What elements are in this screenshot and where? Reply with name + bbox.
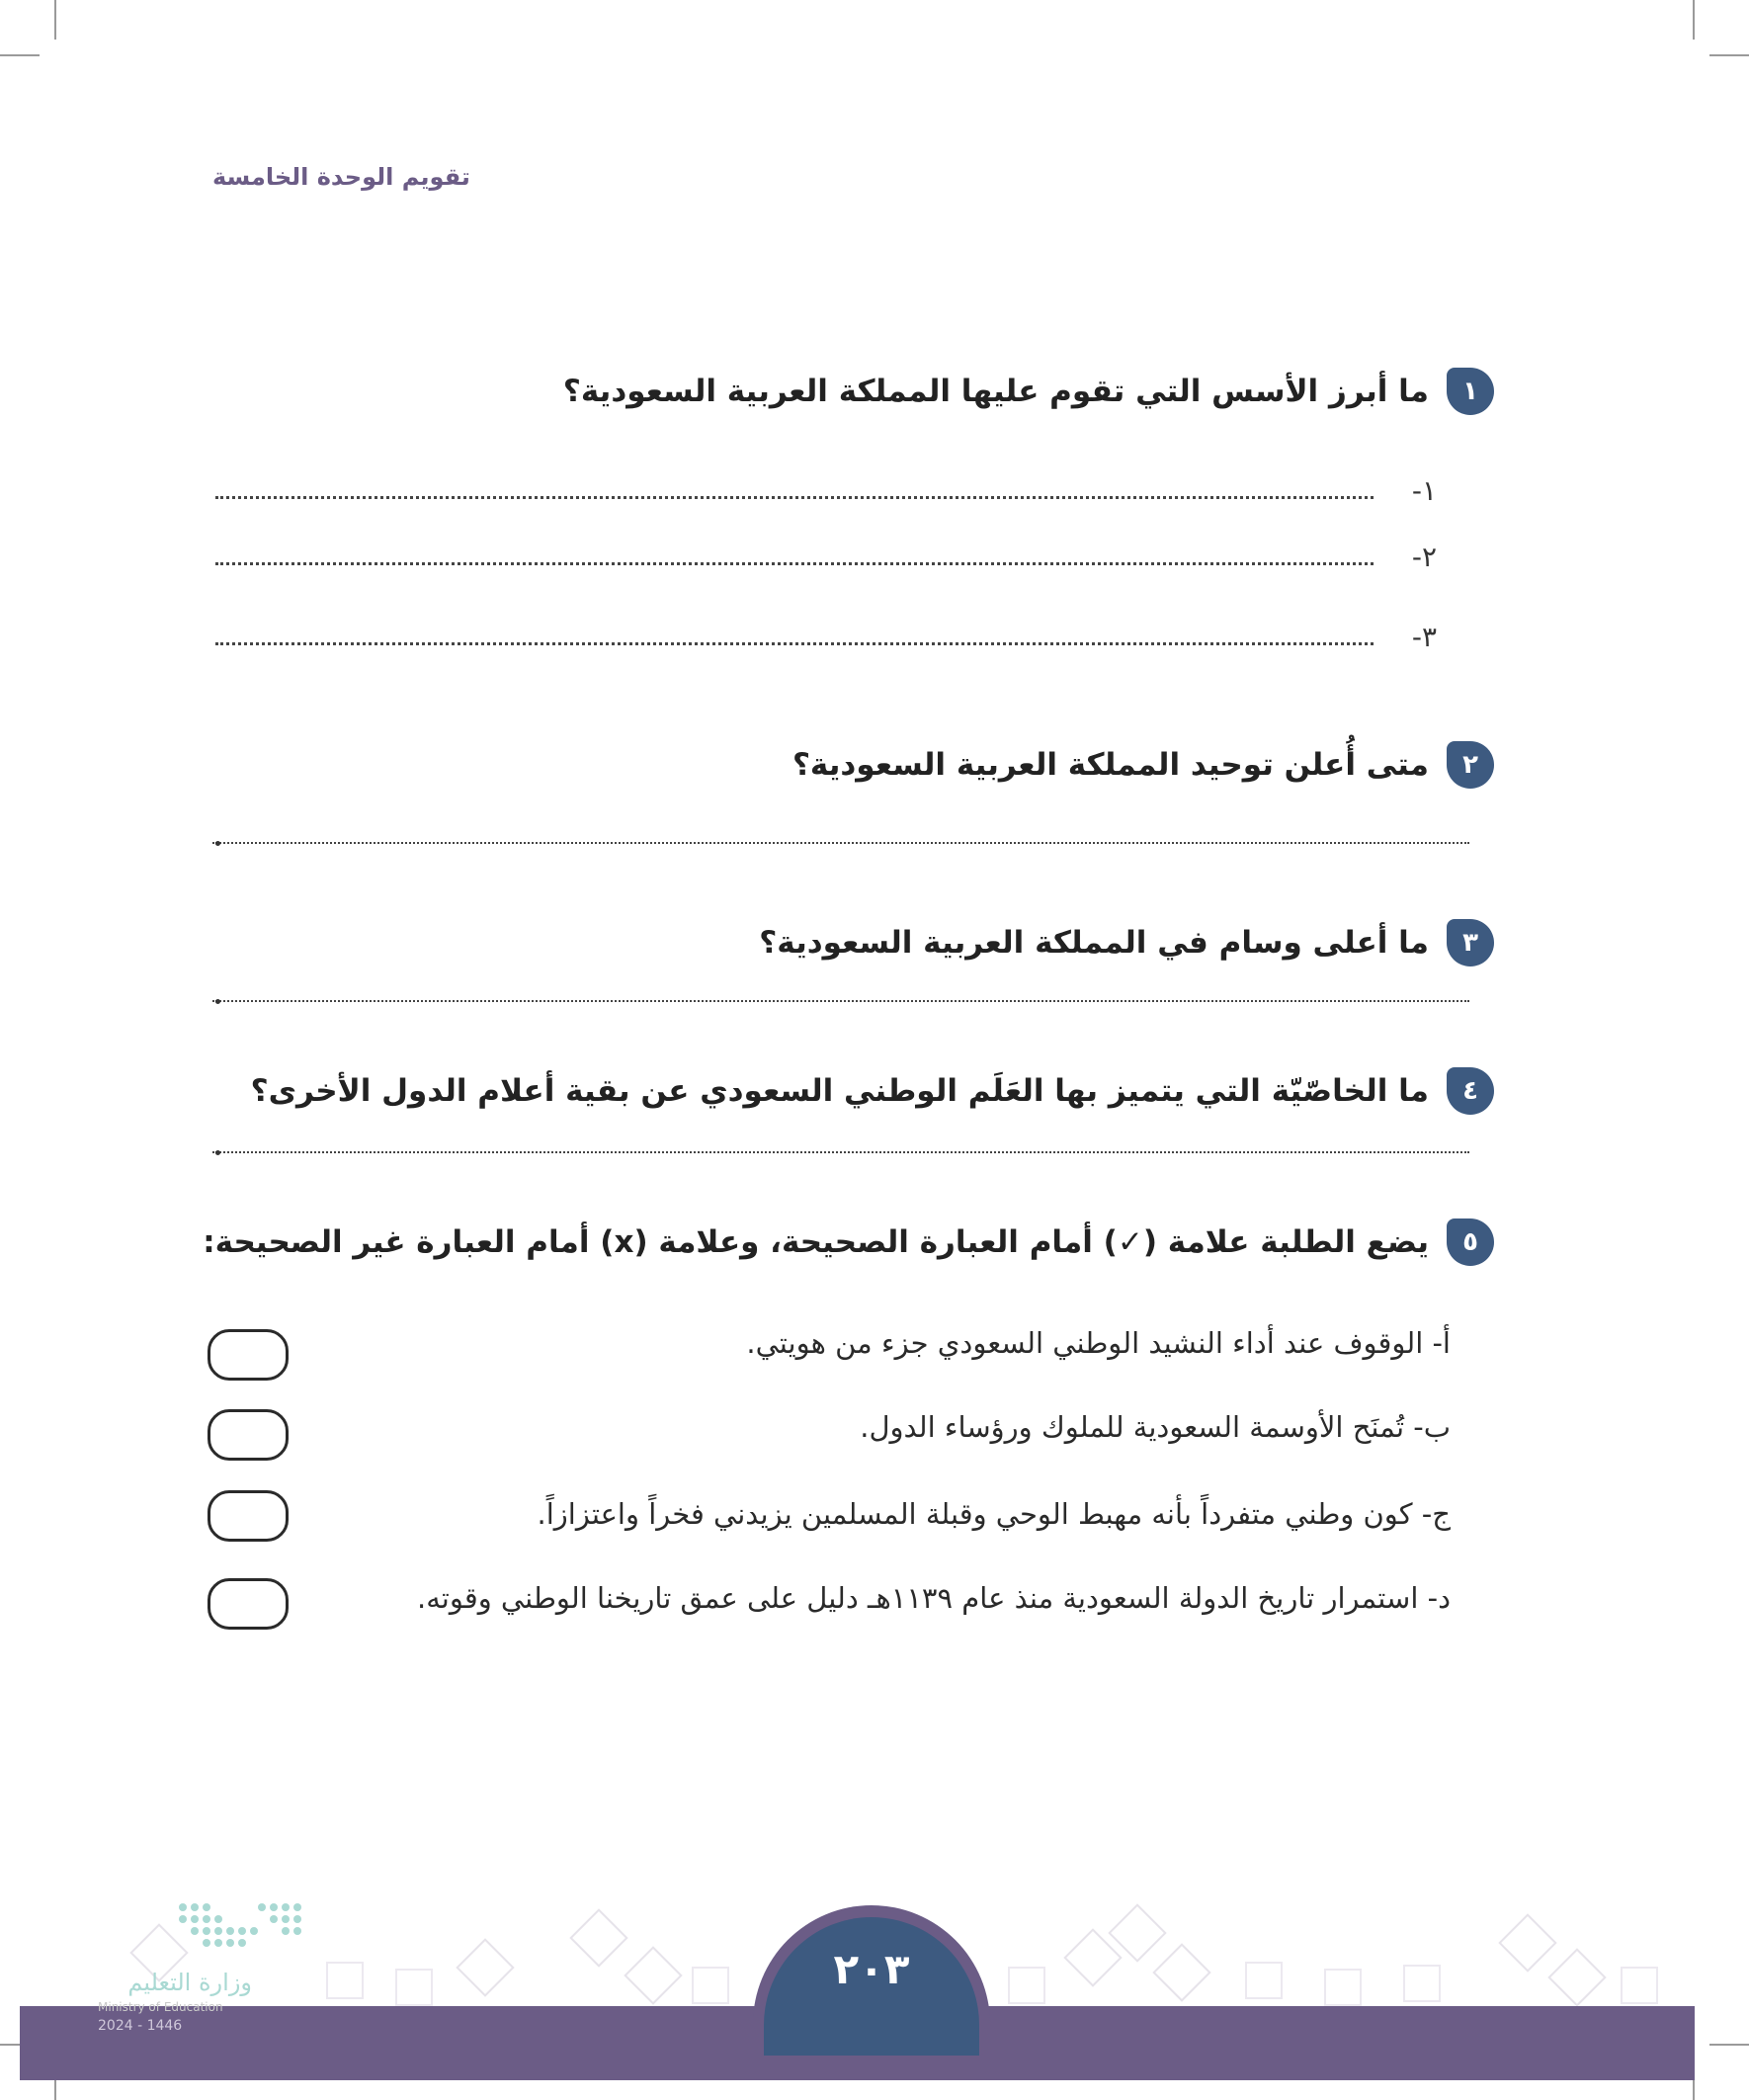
- statement-c: ج- كون وطني متفرداً بأنه مهبط الوحي وقبلة المسلمين يزيدني فخراً واعتزازاً.: [537, 1497, 1451, 1531]
- logo-subtitle: Ministry of Education: [98, 2000, 223, 2014]
- answer-label: ١-: [1411, 474, 1437, 507]
- logo-year: 2024 - 1446: [98, 2018, 183, 2034]
- decorative-square: [1324, 1969, 1362, 2006]
- question-number-badge: ٤: [1447, 1067, 1494, 1115]
- decorative-square: [1245, 1962, 1283, 1999]
- crop-mark: [0, 54, 40, 56]
- question-text: ما الخاصّيّة التي يتميز بها العَلَم الوطني السعودي عن بقية أعلام الدول الأخرى؟: [250, 1073, 1429, 1109]
- line-end-dot: [215, 1150, 220, 1155]
- answer-line[interactable]: [212, 842, 1469, 844]
- question-text: ما أبرز الأسس التي تقوم عليها المملكة العربية السعودية؟: [562, 374, 1429, 409]
- answer-label: ٣-: [1411, 621, 1437, 653]
- answer-box-a[interactable]: [208, 1329, 289, 1381]
- decorative-diamond: [624, 1946, 682, 2004]
- decorative-square: [1621, 1967, 1658, 2004]
- unit-review-title: تقويم الوحدة الخامسة: [212, 163, 470, 191]
- line-end-dot: [215, 841, 220, 846]
- statement-b: ب- تُمنَح الأوسمة السعودية للملوك ورؤساء الدول.: [860, 1410, 1451, 1444]
- question-number-badge: ١: [1447, 368, 1494, 415]
- question-text: ما أعلى وسام في المملكة العربية السعودية؟: [759, 925, 1429, 961]
- answer-box-c[interactable]: [208, 1490, 289, 1542]
- question-1: [563, 368, 1494, 415]
- crop-mark: [1709, 54, 1749, 56]
- question-4: [251, 1067, 1494, 1115]
- statement-a: أ- الوقوف عند أداء النشيد الوطني السعودي جزء من هويتي.: [746, 1326, 1451, 1360]
- answer-box-b[interactable]: [208, 1409, 289, 1461]
- decorative-diamond: [1547, 1948, 1606, 2006]
- question-5: [203, 1218, 1494, 1266]
- statement-d: د- استمرار تاريخ الدولة السعودية منذ عام ١١٣٩هـ دليل على عمق تاريخنا الوطني وقوته.: [417, 1581, 1451, 1615]
- decorative-square: [395, 1969, 433, 2006]
- answer-line[interactable]: [212, 1000, 1469, 1002]
- crop-mark: [54, 0, 56, 40]
- crop-mark: [1709, 2044, 1749, 2046]
- logo-dots-icon: [173, 1897, 321, 1957]
- question-text: متى أُعلن توحيد المملكة العربية السعودية؟: [791, 747, 1429, 783]
- answer-line-2[interactable]: [209, 541, 1437, 573]
- question-number-badge: ٢: [1447, 741, 1494, 789]
- answer-line-1[interactable]: [209, 474, 1437, 507]
- answer-label: ٢-: [1411, 541, 1437, 573]
- logo-text: وزارة التعليم: [127, 1969, 252, 1996]
- ministry-logo: [94, 1897, 331, 2036]
- answer-line[interactable]: [212, 1151, 1469, 1153]
- crop-mark: [1693, 0, 1695, 40]
- question-3: [759, 919, 1494, 966]
- question-2: [792, 741, 1494, 789]
- decorative-square: [326, 1962, 364, 1999]
- page-number: ٢٠٣: [833, 1945, 910, 1993]
- answer-box-d[interactable]: [208, 1578, 289, 1630]
- dotted-answer-line[interactable]: [215, 552, 1374, 565]
- question-number-badge: ٥: [1447, 1218, 1494, 1266]
- decorative-diamond: [1152, 1943, 1210, 2001]
- answer-line-3[interactable]: [209, 621, 1437, 653]
- decorative-square: [1403, 1965, 1441, 2002]
- decorative-diamond: [569, 1908, 627, 1967]
- decorative-diamond: [456, 1938, 514, 1996]
- question-text: يضع الطلبة علامة (✓) أمام العبارة الصحيحة، وعلامة (x) أمام العبارة غير الصحيحة:: [203, 1224, 1429, 1260]
- dotted-answer-line[interactable]: [215, 486, 1374, 499]
- decorative-diamond: [1498, 1913, 1556, 1972]
- line-end-dot: [215, 999, 220, 1004]
- dotted-answer-line[interactable]: [215, 632, 1374, 645]
- decorative-square: [1008, 1967, 1045, 2004]
- question-number-badge: ٣: [1447, 919, 1494, 966]
- decorative-square: [692, 1967, 729, 2004]
